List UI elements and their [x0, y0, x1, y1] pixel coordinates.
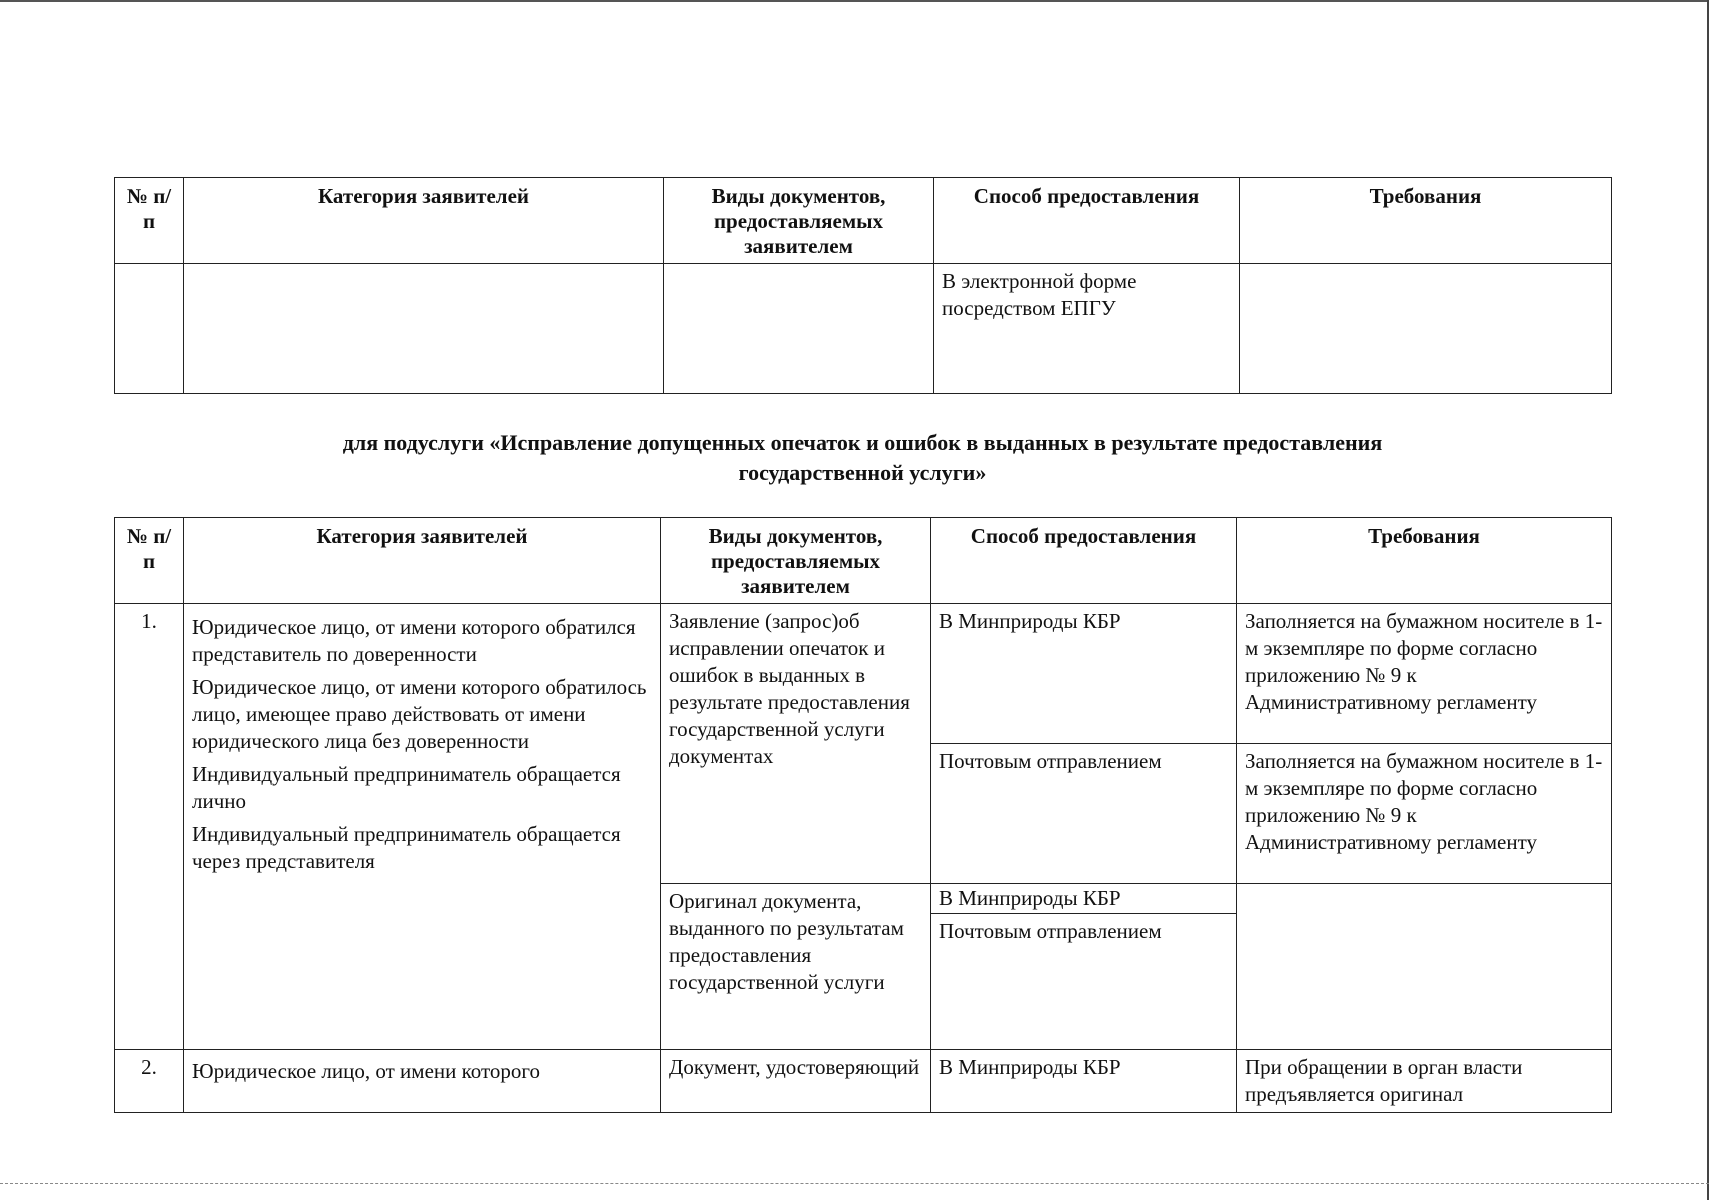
cell-num [115, 264, 184, 394]
category-item: Юридическое лицо, от имени которого обратилось лицо, имеющее право действовать от имени юридического лица без доверенности [192, 675, 647, 753]
header-requirements: Требования [1237, 518, 1612, 604]
table-header-row [115, 178, 1612, 264]
cell-method: Почтовым отправлением [931, 744, 1237, 884]
header-requirements: Требования [1240, 178, 1612, 264]
header-doc-types: Виды документов, предоставляемых заявителем [661, 518, 931, 604]
cell-requirements [1237, 884, 1612, 1050]
category-item: Индивидуальный предприниматель обращается лично [192, 762, 621, 813]
header-method: Способ предоставления [931, 518, 1237, 604]
documents-table-electronic [114, 177, 1612, 394]
header-method: Способ предоставления [934, 178, 1240, 264]
documents-table-correction [114, 517, 1612, 1113]
header-num: № п/п [115, 518, 184, 604]
category-item: Юридическое лицо, от имени которого обратился представитель по доверенности [192, 615, 636, 666]
cell-method: Почтовым отправлением [931, 914, 1237, 1050]
cell-category [184, 264, 664, 394]
table-row [115, 604, 1612, 744]
scan-edge-top [0, 0, 1709, 2]
header-num: № п/п [115, 178, 184, 264]
cell-requirements [1240, 264, 1612, 394]
header-doc-types: Виды документов, предоставляемых заявителем [664, 178, 934, 264]
subservice-heading [114, 428, 1611, 488]
cell-requirements: При обращении в орган власти предъявляется оригинал [1237, 1050, 1612, 1113]
category-item: Индивидуальный предприниматель обращается через представителя [192, 822, 621, 873]
cell-method: В Минприроды КБР [931, 1050, 1237, 1113]
heading-line-1: для подуслуги «Исправление допущенных опечаток и ошибок в выданных в результате предоставления [342, 430, 1383, 455]
cell-num: 1. [115, 604, 184, 1050]
table-row [115, 1050, 1612, 1113]
cell-requirements: Заполняется на бумажном носителе в 1-м экземпляре по форме согласно приложению № 9 к Административному регламенту [1237, 604, 1612, 744]
cell-requirements: Заполняется на бумажном носителе в 1-м экземпляре по форме согласно приложению № 9 к Административному регламенту [1237, 744, 1612, 884]
cell-method: В Минприроды КБР [931, 604, 1237, 744]
cell-num: 2. [115, 1050, 184, 1113]
scan-edge-bottom [0, 1183, 1709, 1184]
cell-method: В Минприроды КБР [931, 884, 1237, 914]
table-header-row [115, 518, 1612, 604]
cell-categories [184, 604, 661, 1050]
cell-category: Юридическое лицо, от имени которого [184, 1050, 661, 1113]
header-category: Категория заявителей [184, 518, 661, 604]
cell-doc-original: Оригинал документа, выданного по результатам предоставления государственной услуги [661, 884, 931, 1050]
header-category: Категория заявителей [184, 178, 664, 264]
cell-doc: Документ, удостоверяющий [661, 1050, 931, 1113]
table-row [115, 264, 1612, 394]
heading-line-2: государственной услуги» [738, 460, 987, 485]
cell-method: В электронной форме посредством ЕПГУ [934, 264, 1240, 394]
cell-doc-types [664, 264, 934, 394]
cell-doc-application: Заявление (запрос)об исправлении опечаток и ошибок в выданных в результате предоставления государственной услуги документах [661, 604, 931, 884]
